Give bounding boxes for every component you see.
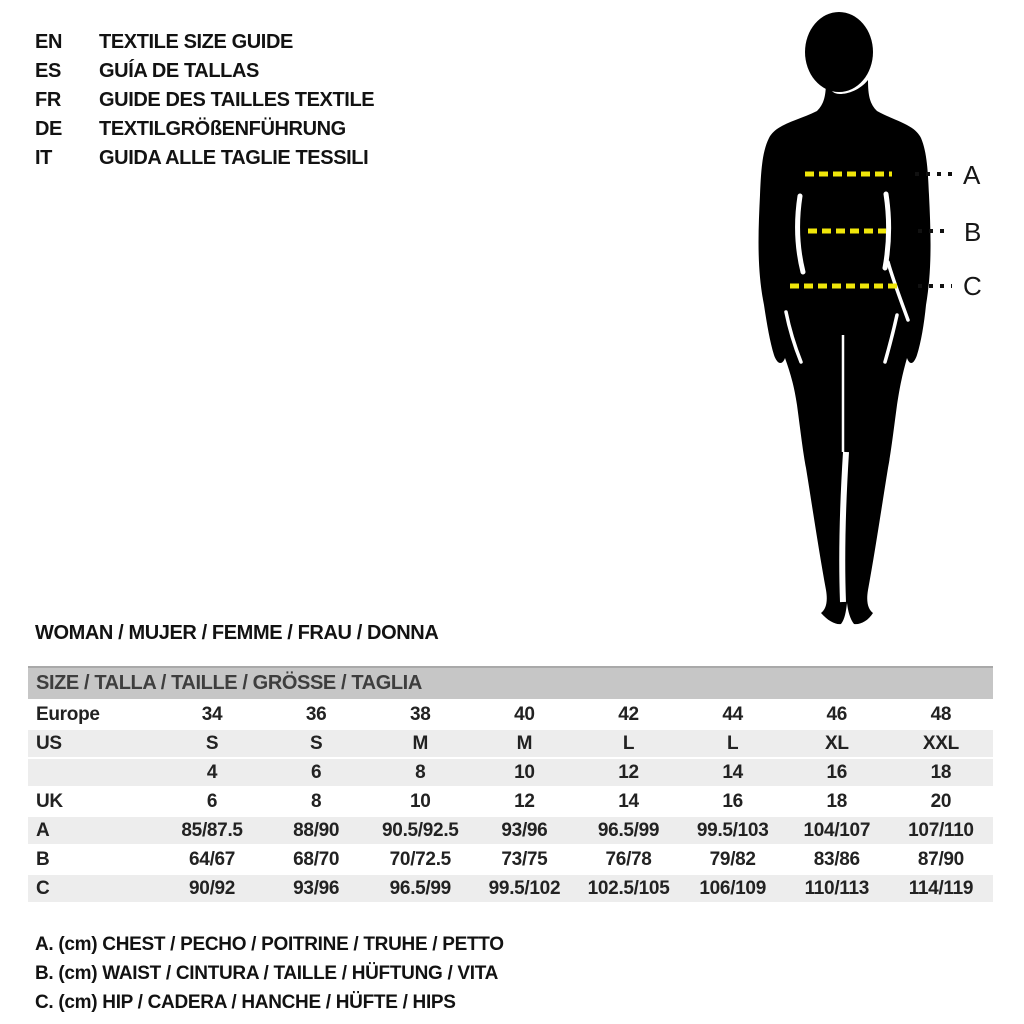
- size-cell: 6: [206, 790, 218, 812]
- size-cell: 96.5/99: [389, 877, 451, 899]
- size-cell: 83/86: [813, 848, 860, 870]
- waist-label: B: [964, 217, 982, 247]
- row-label: Europe: [36, 703, 100, 725]
- size-cell: 18: [930, 761, 952, 783]
- size-cell: 70/72.5: [389, 848, 451, 870]
- size-cell: 34: [201, 703, 223, 725]
- row-label: C: [36, 877, 50, 899]
- language-row: [35, 57, 374, 86]
- size-cell: 64/67: [189, 848, 236, 870]
- row-label: B: [36, 848, 50, 870]
- size-table-body: [28, 699, 993, 902]
- woman-silhouette-figure: [700, 0, 1024, 650]
- size-cell: M: [412, 732, 429, 754]
- language-title: TEXTILE SIZE GUIDE: [99, 31, 293, 53]
- silhouette-svg: [700, 0, 1024, 650]
- language-title-block: [35, 28, 374, 173]
- size-cell: 85/87.5: [181, 819, 243, 841]
- size-cell: 38: [410, 703, 431, 725]
- size-table: [28, 666, 993, 902]
- table-row: [28, 757, 993, 786]
- size-cell: 90/92: [189, 877, 236, 899]
- table-row: [28, 786, 993, 815]
- size-cell: 79/82: [709, 848, 756, 870]
- size-cell: 14: [618, 790, 639, 812]
- size-cell: 88/90: [293, 819, 340, 841]
- language-row: [35, 28, 374, 57]
- size-cell: 12: [618, 761, 639, 783]
- size-cell: 114/119: [908, 877, 974, 899]
- size-cell: 10: [410, 790, 431, 812]
- size-cell: 16: [722, 790, 743, 812]
- row-label: UK: [36, 790, 63, 812]
- language-title: GUIDA ALLE TAGLIE TESSILI: [99, 147, 369, 169]
- language-code: EN: [35, 31, 62, 53]
- size-cell: 8: [415, 761, 426, 783]
- language-row: [35, 115, 374, 144]
- language-row: [35, 86, 374, 115]
- size-cell: 42: [618, 703, 639, 725]
- size-table-header-label: SIZE / TALLA / TAILLE / GRÖSSE / TAGLIA: [36, 672, 422, 694]
- size-cell: 16: [826, 761, 848, 783]
- size-table-header: [28, 666, 993, 699]
- size-cell: 76/78: [605, 848, 652, 870]
- size-cell: 8: [311, 790, 322, 812]
- size-cell: 73/75: [501, 848, 548, 870]
- row-label: US: [36, 732, 62, 754]
- size-cell: 18: [826, 790, 848, 812]
- silhouette-head: [805, 12, 873, 92]
- size-cell: 6: [311, 761, 322, 783]
- language-code: IT: [35, 147, 52, 169]
- language-title: GUÍA DE TALLAS: [99, 60, 259, 82]
- chest-label: A: [963, 160, 981, 190]
- size-cell: 106/109: [699, 877, 766, 899]
- legend-line: B. (cm) WAIST / CINTURA / TAILLE / HÜFTUNG / VITA: [35, 962, 499, 984]
- size-cell: 36: [305, 703, 327, 725]
- size-cell: 96.5/99: [597, 819, 660, 841]
- size-cell: 104/107: [803, 819, 871, 841]
- language-title: TEXTILGRÖßENFÜHRUNG: [99, 118, 346, 140]
- size-cell: L: [622, 732, 635, 754]
- size-cell: 14: [722, 761, 743, 783]
- table-row: [28, 844, 993, 873]
- table-row: [28, 728, 993, 757]
- size-cell: 12: [514, 790, 535, 812]
- size-cell: 99.5/103: [696, 819, 769, 841]
- table-row: [28, 815, 993, 844]
- hip-label: C: [963, 271, 982, 301]
- language-code: DE: [35, 118, 62, 140]
- row-label: A: [36, 819, 50, 841]
- size-cell: 110/113: [804, 877, 870, 899]
- size-cell: 68/70: [293, 848, 340, 870]
- size-cell: S: [205, 732, 219, 754]
- language-title: GUIDE DES TAILLES TEXTILE: [99, 89, 375, 111]
- measurement-legend: [35, 930, 504, 1017]
- size-cell: 48: [930, 703, 952, 725]
- size-cell: 44: [722, 703, 743, 725]
- table-row: [28, 699, 993, 728]
- size-cell: 99.5/102: [488, 877, 561, 899]
- size-cell: M: [516, 732, 533, 754]
- size-cell: 102.5/105: [587, 877, 670, 899]
- size-cell: 40: [514, 703, 535, 725]
- size-cell: 46: [826, 703, 848, 725]
- size-cell: 4: [206, 761, 218, 783]
- size-cell: S: [310, 732, 323, 754]
- legend-line: A. (cm) CHEST / PECHO / POITRINE / TRUHE / PETTO: [35, 933, 504, 955]
- size-cell: 10: [514, 761, 535, 783]
- size-cell: 90.5/92.5: [382, 819, 459, 841]
- size-cell: XXL: [922, 732, 959, 754]
- gender-heading: WOMAN / MUJER / FEMME / FRAU / DONNA: [35, 622, 439, 644]
- size-cell: 93/96: [501, 819, 548, 841]
- size-cell: L: [727, 732, 739, 754]
- size-cell: XL: [824, 732, 849, 754]
- size-cell: 87/90: [917, 848, 964, 870]
- legend-line: C. (cm) HIP / CADERA / HANCHE / HÜFTE / HIPS: [35, 991, 456, 1013]
- language-code: ES: [35, 60, 61, 82]
- size-cell: 93/96: [293, 877, 340, 899]
- size-cell: 107/110: [908, 819, 974, 841]
- table-row: [28, 873, 993, 902]
- size-cell: 20: [930, 790, 952, 812]
- language-code: FR: [35, 89, 61, 111]
- language-row: [35, 144, 374, 173]
